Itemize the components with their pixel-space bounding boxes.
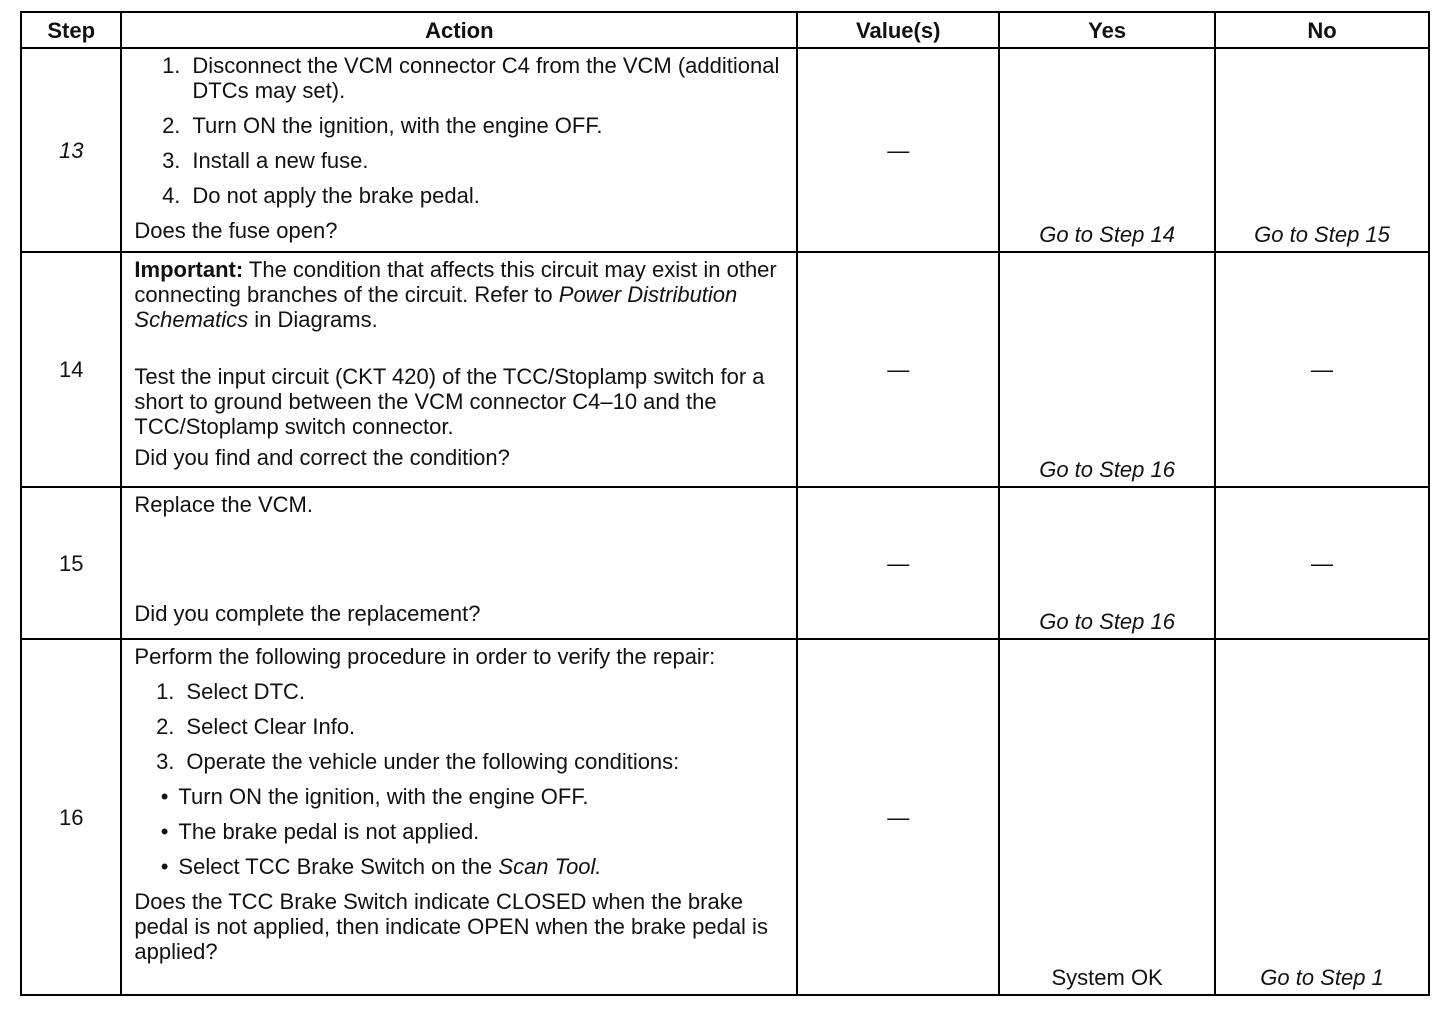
no-value: —	[1311, 357, 1334, 382]
yes-link[interactable]: Go to Step 14	[1039, 222, 1175, 247]
value-dash: —	[887, 357, 910, 382]
list-item: • The brake pedal is not applied.	[160, 819, 480, 844]
yes-link[interactable]: Go to Step 16	[1039, 609, 1175, 634]
action-cell	[121, 48, 797, 252]
action-question: Does the TCC Brake Switch indicate CLOSED when the brake pedal is not applied, then indicate OPEN when the brake pedal is applied?	[134, 889, 768, 964]
yes-result: System OK	[1051, 965, 1163, 990]
action-question: Does the fuse open?	[134, 218, 338, 243]
no-cell	[1215, 487, 1429, 639]
action-instruction: Replace the VCM.	[134, 492, 313, 517]
no-link[interactable]: Go to Step 15	[1254, 222, 1390, 247]
schematics-reference: Power Distribution Schematics	[134, 282, 738, 332]
procedure-list	[134, 679, 788, 774]
action-cell	[121, 252, 797, 487]
step-number: 15	[21, 487, 121, 639]
list-item: 4. Do not apply the brake pedal.	[162, 183, 480, 208]
procedure-intro: Perform the following procedure in order to verify the repair:	[134, 644, 716, 669]
list-item: 2. Select Clear Info.	[156, 714, 356, 739]
header-values: Value(s)	[797, 12, 999, 48]
header-no: No	[1215, 12, 1429, 48]
value-dash: —	[887, 804, 910, 830]
table-row	[21, 487, 1429, 639]
action-cell	[121, 487, 797, 639]
no-cell	[1215, 252, 1429, 487]
yes-link[interactable]: Go to Step 16	[1039, 457, 1175, 482]
important-tail: in Diagrams.	[248, 307, 378, 332]
action-question: Did you find and correct the condition?	[134, 445, 510, 470]
table-row	[21, 48, 1429, 252]
list-item: 3. Operate the vehicle under the following conditions:	[156, 749, 680, 774]
yes-cell	[999, 252, 1215, 487]
no-value: —	[1311, 550, 1334, 576]
important-note	[134, 257, 788, 332]
list-item: • Select TCC Brake Switch on the Scan Tool.	[160, 854, 602, 879]
value-dash: —	[887, 137, 910, 163]
condition-list	[134, 784, 788, 879]
scan-tool-reference: Scan Tool.	[498, 854, 602, 879]
action-question: Did you complete the replacement?	[134, 601, 481, 626]
table-row	[21, 639, 1429, 995]
value-cell	[797, 48, 999, 252]
header-row	[21, 12, 1429, 48]
value-cell	[797, 487, 999, 639]
list-item: 2. Turn ON the ignition, with the engine OFF.	[162, 113, 603, 138]
list-item: 1. Disconnect the VCM connector C4 from the VCM (additional DTCs may set).	[162, 53, 780, 103]
header-step: Step	[21, 12, 121, 48]
value-dash: —	[887, 550, 910, 576]
yes-cell	[999, 639, 1215, 995]
no-cell	[1215, 48, 1429, 252]
value-cell	[797, 639, 999, 995]
important-text: The condition that affects this circuit may exist in other connecting branches of the circuit. Refer to	[134, 257, 777, 307]
value-cell	[797, 252, 999, 487]
list-item: • Turn ON the ignition, with the engine OFF.	[160, 784, 589, 809]
important-label: Important:	[134, 257, 244, 282]
list-item: 1. Select DTC.	[156, 679, 306, 704]
yes-cell	[999, 48, 1215, 252]
action-cell	[121, 639, 797, 995]
step-number: 16	[21, 639, 121, 995]
no-link[interactable]: Go to Step 1	[1260, 965, 1384, 990]
yes-cell	[999, 487, 1215, 639]
test-instruction: Test the input circuit (CKT 420) of the TCC/Stoplamp switch for a short to ground between the VCM connector C4–10 and the TCC/Stoplamp switch connector.	[134, 364, 765, 439]
diagnostic-table	[20, 11, 1430, 996]
header-action: Action	[121, 12, 797, 48]
step-number: 14	[21, 252, 121, 487]
procedure-list	[134, 53, 788, 208]
list-item: 3. Install a new fuse.	[162, 148, 369, 173]
header-yes: Yes	[999, 12, 1215, 48]
no-cell	[1215, 639, 1429, 995]
step-number: 13	[21, 48, 121, 252]
table-row	[21, 252, 1429, 487]
